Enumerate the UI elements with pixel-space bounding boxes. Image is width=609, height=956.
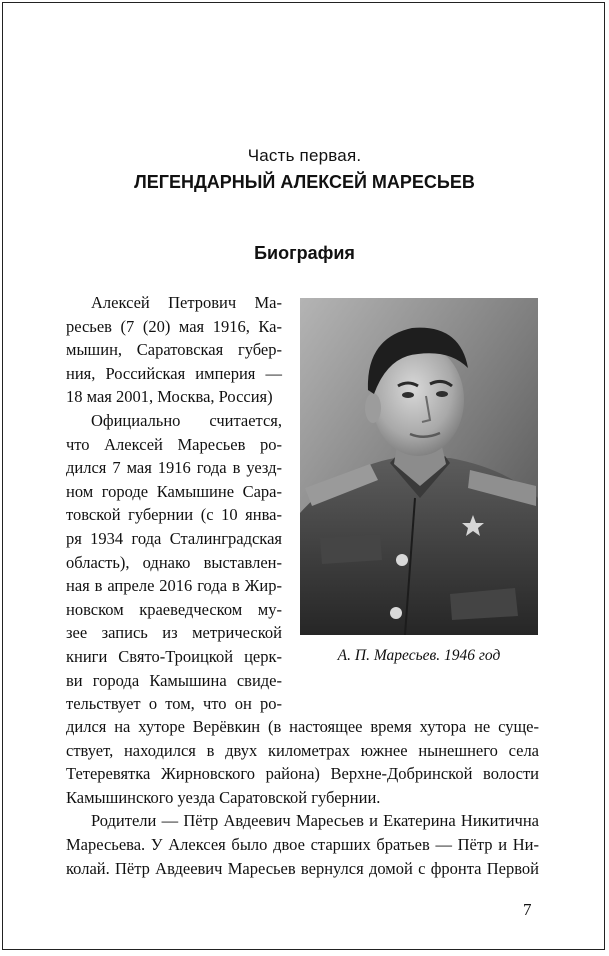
text-line: 18 мая 2001, Москва, Россия) [66, 387, 273, 407]
text-line: ря 1934 года Сталинградская [66, 528, 282, 548]
text-line: ви города Камышина свиде- [66, 670, 282, 690]
text-line: колай. Пётр Авдеевич Маресьев вернулся домой с фронта Первой [66, 858, 539, 878]
text-line: дился 7 мая 1916 года в уезд- [66, 458, 282, 478]
text-line: дился на хуторе Верёвкин (в настоящее время хутора не суще- [66, 717, 539, 736]
portrait-figure [300, 298, 538, 665]
text-line: Камышинского уезда Саратовской губернии. [66, 787, 381, 807]
text-line: ресьев (7 (20) мая 1916, Ка- [66, 316, 282, 336]
text-line: Официально считается, [91, 410, 282, 430]
text-line: Родители — Пётр Авдеевич Маресьев и Екатерина Никитична [91, 811, 539, 831]
text-line: товской губернии (с 10 янва- [66, 505, 282, 525]
text-line: ния, Российская империя — [66, 363, 282, 383]
book-page [2, 2, 605, 950]
text-line: ном городе Камышине Сара- [66, 481, 282, 501]
body-text-wide [66, 715, 539, 880]
text-line: зее запись из метрической [66, 623, 282, 643]
text-line: ная в апреле 2016 года в Жир- [66, 576, 282, 596]
text-line: что Алексей Маресьев ро- [66, 434, 282, 454]
part-label: Часть первая. [247, 146, 362, 165]
part-title: ЛЕГЕНДАРНЫЙ АЛЕКСЕЙ МАРЕСЬЕВ [134, 172, 475, 192]
photo-caption: А. П. Маресьев. 1946 год [337, 647, 501, 664]
text-line: область), однако выставлен- [66, 552, 282, 572]
text-line: ствует, находился в двух километрах южнее нынешнего села [66, 740, 539, 760]
text-line: новском краеведческом му- [66, 599, 282, 619]
text-line: Маресьева. У Алексея было двое старших братьев — Пётр и Ни- [66, 834, 539, 854]
text-line: Тетеревятка Жирновского района) Верхне-Добринской волости [66, 764, 539, 784]
text-line: книги Свято-Троицкой церк- [66, 646, 282, 666]
text-line: тельствует о том, что он ро- [66, 694, 282, 714]
body-text-narrow [66, 291, 282, 716]
page-number: 7 [523, 900, 532, 919]
text-line: Алексей Петрович Ма- [91, 293, 282, 312]
portrait-photo [300, 298, 538, 635]
section-title: Биография [254, 243, 355, 263]
text-line: мышин, Саратовская губер- [66, 340, 282, 360]
